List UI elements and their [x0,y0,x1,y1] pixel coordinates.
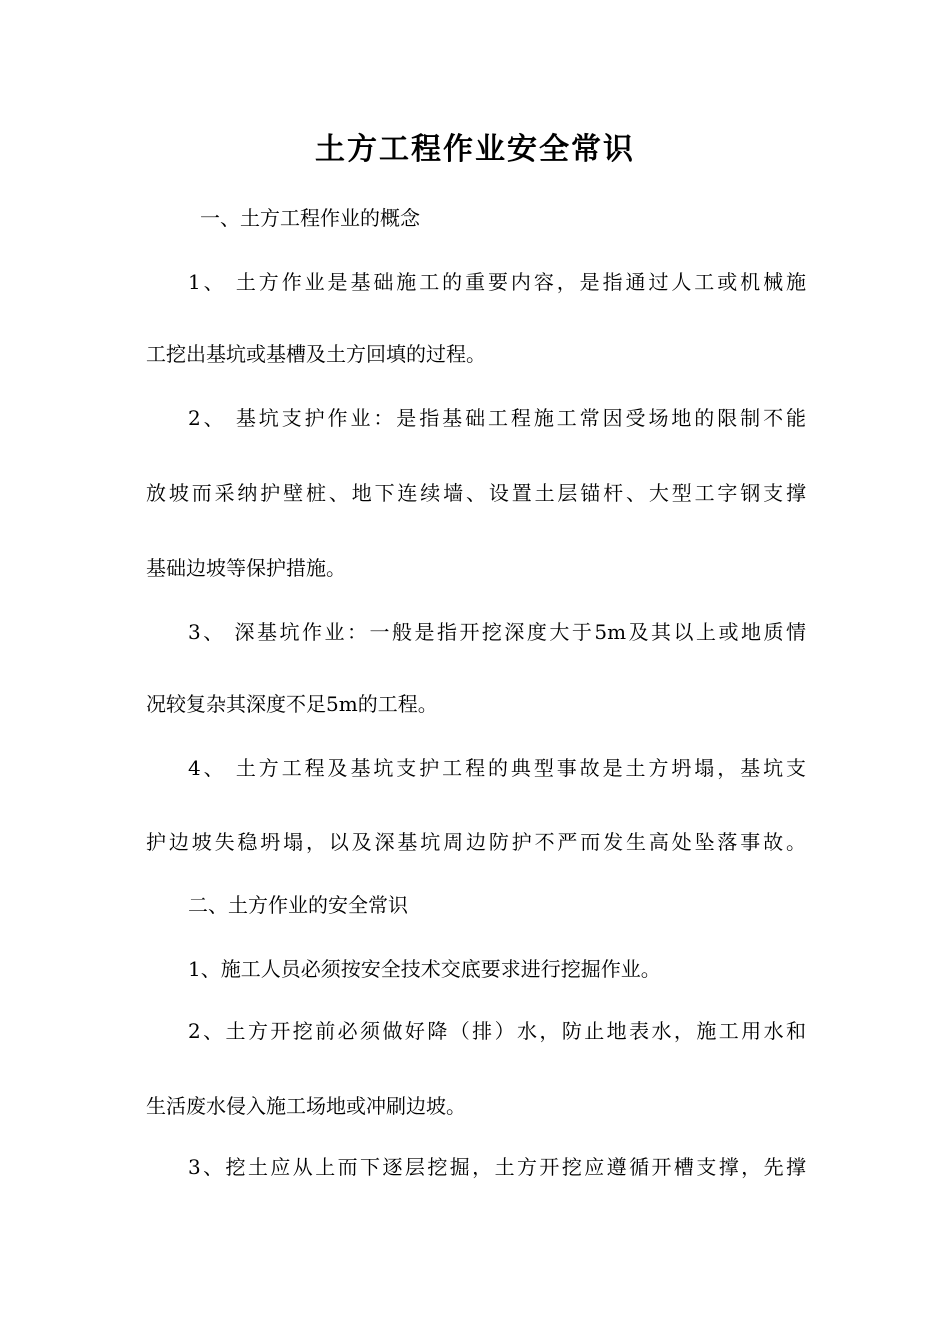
paragraph-line: 工挖出基坑或基槽及土方回填的过程。 [146,342,486,366]
paragraph-line: 基础边坡等保护措施。 [146,556,346,580]
paragraph-line: 1、施工人员必须按安全技术交底要求进行挖掘作业。 [188,957,661,981]
paragraph-line: 生活废水侵入施工场地或冲刷边坡。 [146,1094,466,1118]
section-heading-2: 二、土方作业的安全常识 [188,893,408,917]
page-title: 土方工程作业安全常识 [315,132,635,167]
section-heading-1: 一、土方工程作业的概念 [200,206,420,230]
paragraph-line: 3、 深基坑作业：一般是指开挖深度大于5m及其以上或地质情 [188,620,806,644]
paragraph-line: 2、 基坑支护作业：是指基础工程施工常因受场地的限制不能 [188,406,806,430]
paragraph-line: 3、挖土应从上而下逐层挖掘，土方开挖应遵循开槽支撑，先撑 [188,1155,806,1179]
paragraph-line: 2、土方开挖前必须做好降（排）水，防止地表水，施工用水和 [188,1019,806,1043]
paragraph-line: 护边坡失稳坍塌，以及深基坑周边防护不严而发生高处坠落事故。 [146,830,806,854]
paragraph-line: 1、 土方作业是基础施工的重要内容，是指通过人工或机械施 [188,270,806,294]
paragraph-line: 放坡而采纳护壁桩、地下连续墙、设置土层锚杆、大型工字钢支撑 [146,481,806,505]
paragraph-line: 况较复杂其深度不足5m的工程。 [146,692,438,716]
paragraph-line: 4、 土方工程及基坑支护工程的典型事故是土方坍塌，基坑支 [188,756,806,780]
